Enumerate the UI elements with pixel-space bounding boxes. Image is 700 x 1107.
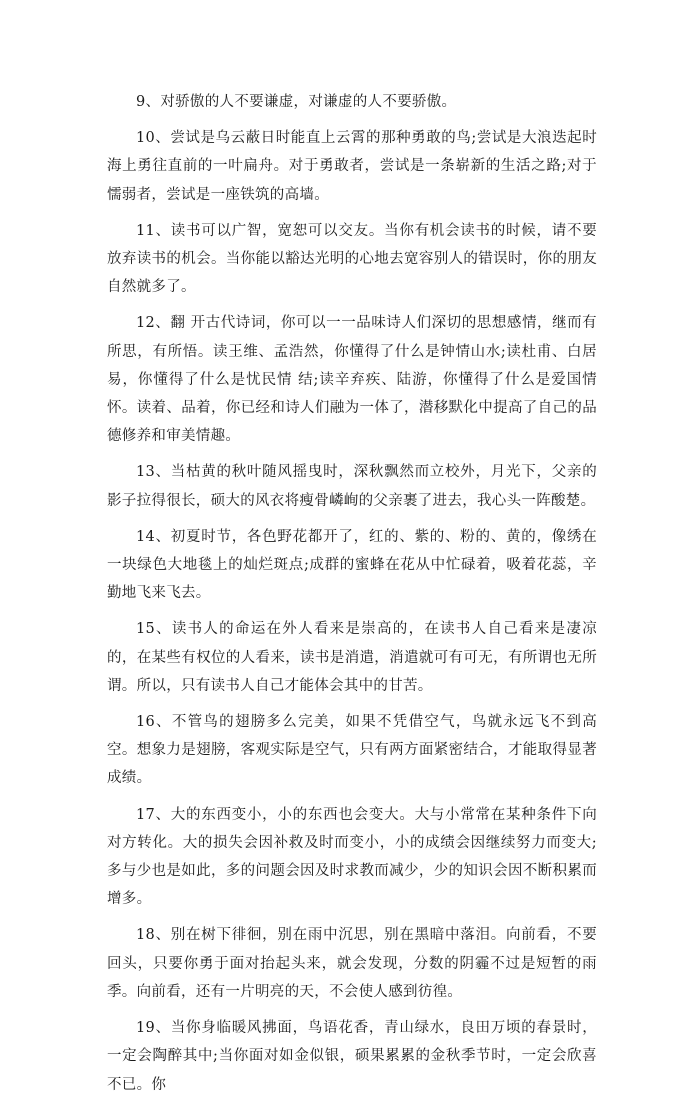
paragraph-11: 11、读书可以广智，宽恕可以交友。当你有机会读书的时候，请不要放弃读书的机会。当你能以豁达光明的心地去宽容别人的错误时，你的朋友自然就多了。 bbox=[107, 222, 597, 296]
paragraph-16: 16、不管鸟的翅膀多么完美，如果不凭借空气，鸟就永远飞不到高空。想象力是翅膀，客观实际是空气，只有两方面紧密结合，才能取得显著成绩。 bbox=[107, 714, 597, 787]
paragraph-19: 19、当你身临暖风拂面，鸟语花香，青山绿水，良田万顷的春景时，一定会陶醉其中;当你面对如金似银，硕果累累的金秋季节时，一定会欣喜不已。你 bbox=[107, 1020, 597, 1093]
paragraph-10: 10、尝试是乌云蔽日时能直上云霄的那种勇敢的鸟;尝试是大浪迭起时海上勇往直前的一叶扁舟。对于勇敢者，尝试是一条崭新的生活之路;对于懦弱者，尝试是一座铁筑的高墙。 bbox=[107, 130, 597, 203]
paragraph-13: 13、当枯黄的秋叶随风摇曳时，深秋飘然而立校外，月光下，父亲的影子拉得很长，硕大的风衣将瘦骨嶙峋的父亲裹了进去，我心头一阵酸楚。 bbox=[107, 464, 597, 509]
paragraph-14: 14、初夏时节，各色野花都开了，红的、紫的、粉的、黄的，像绣在一块绿色大地毯上的灿烂斑点;成群的蜜蜂在花从中忙碌着，吸着花蕊，辛勤地飞来飞去。 bbox=[107, 528, 597, 602]
paragraph-18: 18、别在树下徘徊，别在雨中沉思，别在黑暗中落泪。向前看，不要回头，只要你勇于面对抬起头来，就会发现，分数的阴霾不过是短暂的雨季。向前看，还有一片明亮的天，不会使人感到彷徨。 bbox=[107, 927, 597, 1000]
paragraph-9: 9、对骄傲的人不要谦虚，对谦虚的人不要骄傲。 bbox=[136, 94, 457, 110]
paragraph-17: 17、大的东西变小，小的东西也会变大。大与小常常在某种条件下向对方转化。大的损失会因补救及时而变小，小的成绩会因继续努力而变大;多与少也是如此，多的问题会因及时求教而减少，少的知识会因不断积累而增多。 bbox=[107, 806, 597, 908]
paragraph-12: 12、翻 开古代诗词，你可以一一品味诗人们深切的思想感情，继而有所思，有所悟。读王维、孟浩然，你懂得了什么是钟情山水;读杜甫、白居易，你懂得了什么是忧民情 结;读辛弃疾、陆游，你懂得了什么是爱国情怀。读着、品着，你已经和诗人们融为一体了，潜移默化中提高了自己的品德修养和审美情趣。 bbox=[107, 315, 597, 445]
document-body bbox=[107, 88, 597, 1107]
paragraph-15: 15、读书人的命运在外人看来是崇高的，在读书人自己看来是凄凉的，在某些有权位的人看来，读书是消遣，消遣就可有可无，有所谓也无所谓。所以，只有读书人自己才能体会其中的甘苦。 bbox=[107, 621, 597, 694]
